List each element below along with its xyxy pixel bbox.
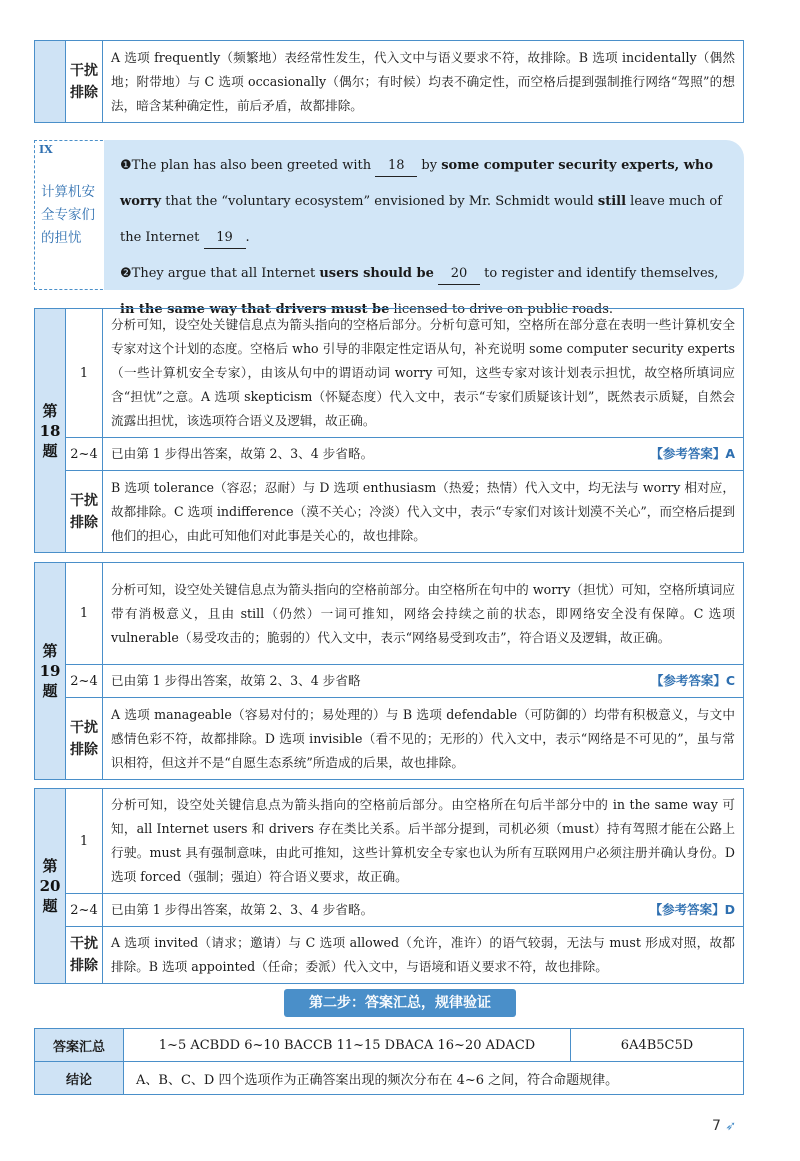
q20-interfere-text: A 选项 invited（请求；邀请）与 C 选项 allowed（允许，准许）的语气较弱，无法与 must 形成对照，故都排除。B 选项 appointed（任命；委派）代入文中，与语境和语义要求不符，故也排除。: [103, 927, 744, 984]
q20-step2-label: 2~4: [66, 894, 103, 927]
q18-interfere-label: 干扰排除: [66, 471, 103, 553]
q18-step2-cell: [103, 438, 744, 471]
q19-table: [34, 562, 744, 780]
top-interfere-table: [34, 40, 744, 123]
q19-step1-text: 分析可知，设空处关键信息点为箭头指向的空格前部分。由空格所在句中的 worry（担忧）可知，空格所填词应带有消极意义，且由 still（仍然）一词可推知，网络会持续之前的状态，即网络安全没有保障。C 选项 vulnerable（易受攻击的；脆弱的）代入文中，表示“网络易受到攻击”，符合语义及逻辑，故正确。: [103, 563, 744, 665]
s1-bold: some computer security experts, who worry: [120, 158, 714, 209]
q18-interfere-text: B 选项 tolerance（容忍；忍耐）与 D 选项 enthusiasm（热爱；热情）代入文中，均无法与 worry 相对应，故都排除。C 选项 indifference（漠不关心；冷淡）代入文中，表示“专家们对该计划漠不关心”，而空格后提到他们的担心，由此可知他们对此事是关心的，故也排除。: [103, 471, 744, 553]
step2-banner: 第二步：答案汇总，规律验证: [284, 989, 516, 1017]
q19-side: 第 19 题: [35, 563, 66, 780]
q19-answer: 【参考答案】C: [650, 673, 735, 688]
q20-step1-label: 1: [66, 789, 103, 894]
page-number: [712, 1118, 736, 1134]
passage-tag: [34, 140, 108, 290]
q19-step2-cell: [103, 665, 744, 698]
passage-body: [104, 140, 744, 317]
q18-step1-label: 1: [66, 309, 103, 438]
s2-part-b: to register and identify themselves,: [484, 266, 719, 281]
conclusion-label: 结论: [35, 1062, 124, 1095]
s2-bold: users should be: [319, 266, 434, 281]
summary-table: [34, 1028, 744, 1095]
summary-counts: 6A4B5C5D: [571, 1029, 744, 1062]
q20-answer: 【参考答案】D: [649, 902, 735, 917]
q20-step1-text: 分析可知，设空处关键信息点为箭头指向的空格前后部分。由空格所在句后半部分中的 in the same way 可知，all Internet users 和 drivers 存在类比关系。后半部分提到，司机必须（must）持有驾照才能在公路上行驶。must 具有强制意味，由此可推知，这些计算机安全专家也认为所有互联网用户必须注册并确认身份。D 选项 forced（强制；强迫）符合语义要求，故正确。: [103, 789, 744, 894]
s2-part-a: ❷They argue that all Internet: [120, 266, 316, 281]
top-side-cell: [35, 41, 66, 123]
q20-table: [34, 788, 744, 984]
q20-interfere-label: 干扰排除: [66, 927, 103, 984]
summary-answers: 1~5 ACBDD 6~10 BACCB 11~15 DBACA 16~20 ADACD: [124, 1029, 571, 1062]
q18-side: 第 18 题: [35, 309, 66, 553]
q19-step2-text: 已由第 1 步得出答案，故第 2、3、4 步省略: [111, 673, 361, 688]
q18-table: [34, 308, 744, 553]
top-interfere-text: A 选项 frequently（频繁地）表经常性发生，代入文中与语义要求不符，故排除。B 选项 incidentally（偶然地；附带地）与 C 选项 occasionally（偶尔；有时候）均表不确定性，而空格后提到强制推行网络“驾照”的想法，暗含某种确定性，前后矛盾，故都排除。: [103, 41, 744, 123]
conclusion-text: A、B、C、D 四个选项作为正确答案出现的频次分布在 4~6 之间，符合命题规律。: [124, 1062, 744, 1095]
s1-end: .: [245, 230, 250, 245]
passage-title: 计算机安全专家们的担忧: [41, 184, 95, 246]
blank-18: 18: [375, 156, 417, 177]
q20-side: 第 20 题: [35, 789, 66, 984]
s2-part-c: licensed to drive on public roads.: [393, 302, 614, 317]
s1-part-d: leave much of the Internet: [120, 194, 723, 245]
s2-bold2: in the same way that drivers must be: [120, 302, 390, 317]
summary-label: 答案汇总: [35, 1029, 124, 1062]
q18-step1-text: 分析可知，设空处关键信息点为箭头指向的空格后部分。分析句意可知，空格所在部分意在表明一些计算机安全专家对这个计划的态度。空格后 who 引导的非限定性定语从句，补充说明 some computer security experts（一些计算机安全专家），由该从句中的谓语动词 worry 可知，这些专家对该计划表示担忧，故空格所填词应含“担忧”之意。A 选项 skepticism（怀疑态度）代入文中，表示“专家们质疑该计划”，既然表示质疑，自然会流露出担忧，该选项符合语义及逻辑，故正确。: [103, 309, 744, 438]
s1-part-c: that the “voluntary ecosystem” envisioned by Mr. Schmidt would: [165, 194, 594, 209]
q18-answer: 【参考答案】A: [650, 446, 735, 461]
q18-step2-text: 已由第 1 步得出答案，故第 2、3、4 步省略。: [111, 446, 374, 461]
s1-still: still: [597, 194, 627, 209]
q20-step2-cell: [103, 894, 744, 927]
q19-interfere-text: A 选项 manageable（容易对付的；易处理的）与 B 选项 defendable（可防御的）均带有积极意义，与文中感情色彩不符，故都排除。D 选项 invisible（看不见的；无形的）代入文中，表示“网络是不可见的”，虽与常识相符，但这并不是“自愿生态系统”所造成的后果，故也排除。: [103, 698, 744, 780]
s1-part-a: ❶The plan has also been greeted with: [120, 158, 372, 173]
page-decoration-icon: ➶: [725, 1119, 737, 1134]
top-step-label: 干扰排除: [66, 41, 103, 123]
passage-box: [34, 140, 744, 317]
passage-number: IX: [39, 143, 53, 156]
q19-step1-label: 1: [66, 563, 103, 665]
page-number-text: 7: [712, 1118, 721, 1134]
blank-19: 19: [204, 228, 246, 249]
blank-20: 20: [438, 264, 480, 285]
q20-step2-text: 已由第 1 步得出答案，故第 2、3、4 步省略。: [111, 902, 374, 917]
q18-step2-label: 2~4: [66, 438, 103, 471]
q19-step2-label: 2~4: [66, 665, 103, 698]
q19-interfere-label: 干扰排除: [66, 698, 103, 780]
s1-part-b: by: [421, 158, 438, 173]
